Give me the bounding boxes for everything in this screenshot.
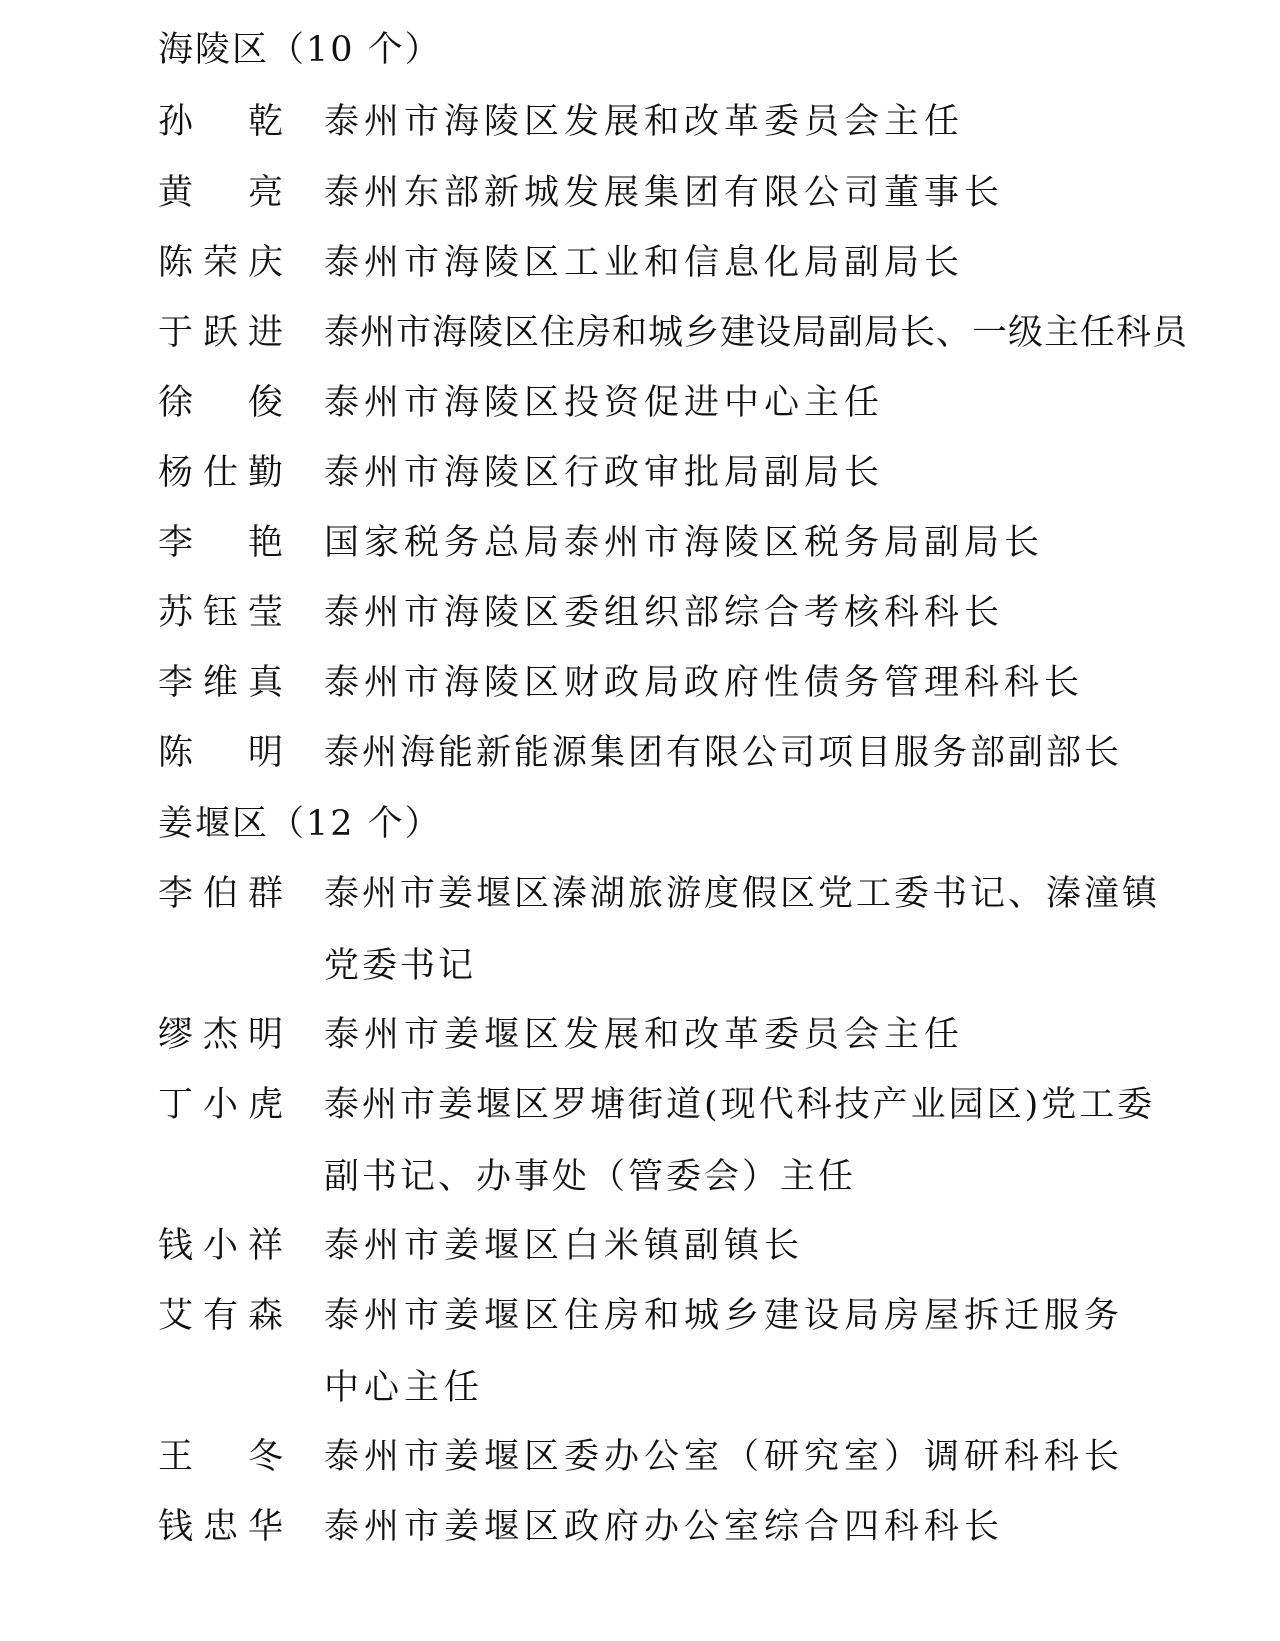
person-name: 徐 俊 — [158, 383, 283, 423]
person-title: 泰州市海陵区住房和城乡建设局副局长、一级主任科员 — [324, 313, 1189, 353]
person-name: 杨 仕 勤 — [158, 453, 283, 493]
person-title: 泰州市姜堰区政府办公室综合四科科长 — [324, 1507, 1005, 1547]
person-name: 于 跃 进 — [158, 313, 283, 353]
person-name: 艾 有 森 — [158, 1296, 283, 1336]
section-heading-jiangyan: 姜堰区（12 个） — [158, 804, 442, 844]
person-title: 泰州市海陵区财政局政府性债务管理科科长 — [324, 663, 1085, 703]
person-name: 陈 荣 庆 — [158, 243, 283, 283]
person-name: 钱 小 祥 — [158, 1226, 283, 1266]
person-title: 泰州市海陵区委组织部综合考核科科长 — [324, 593, 1005, 633]
person-title: 泰州市姜堰区住房和城乡建设局房屋拆迁服务 中心主任 — [324, 1296, 1125, 1408]
person-title: 国家税务总局泰州市海陵区税务局副局长 — [324, 523, 1045, 563]
person-name: 苏 钰 莹 — [158, 593, 283, 633]
person-name: 李 伯 群 — [158, 874, 283, 914]
person-title: 泰州东部新城发展集团有限公司董事长 — [324, 173, 1005, 213]
person-name: 黄 亮 — [158, 173, 283, 213]
person-name: 缪 杰 明 — [158, 1015, 283, 1055]
person-title: 泰州市海陵区行政审批局副局长 — [324, 453, 885, 493]
person-title: 泰州市海陵区工业和信息化局副局长 — [324, 243, 965, 283]
person-title: 泰州市海陵区发展和改革委员会主任 — [324, 102, 965, 142]
person-name: 李 艳 — [158, 523, 283, 563]
person-name: 丁 小 虎 — [158, 1085, 283, 1125]
person-name: 李 维 真 — [158, 663, 283, 703]
person-name: 王 冬 — [158, 1437, 283, 1477]
person-title: 泰州市姜堰区罗塘街道(现代科技产业园区)党工委 副书记、办事处（管委会）主任 — [324, 1085, 1156, 1197]
person-title: 泰州海能新能源集团有限公司项目服务部副部长 — [324, 733, 1123, 773]
person-title: 泰州市姜堰区委办公室（研究室）调研科科长 — [324, 1437, 1125, 1477]
person-title: 泰州市姜堰区溱湖旅游度假区党工委书记、溱潼镇 党委书记 — [324, 874, 1161, 986]
person-title: 泰州市姜堰区发展和改革委员会主任 — [324, 1015, 965, 1055]
person-title: 泰州市姜堰区白米镇副镇长 — [324, 1226, 805, 1266]
person-name: 陈 明 — [158, 733, 283, 773]
person-title: 泰州市海陵区投资促进中心主任 — [324, 383, 885, 423]
section-heading-hailing: 海陵区（10 个） — [158, 30, 442, 70]
person-name: 孙 乾 — [158, 102, 283, 142]
person-name: 钱 忠 华 — [158, 1507, 283, 1547]
